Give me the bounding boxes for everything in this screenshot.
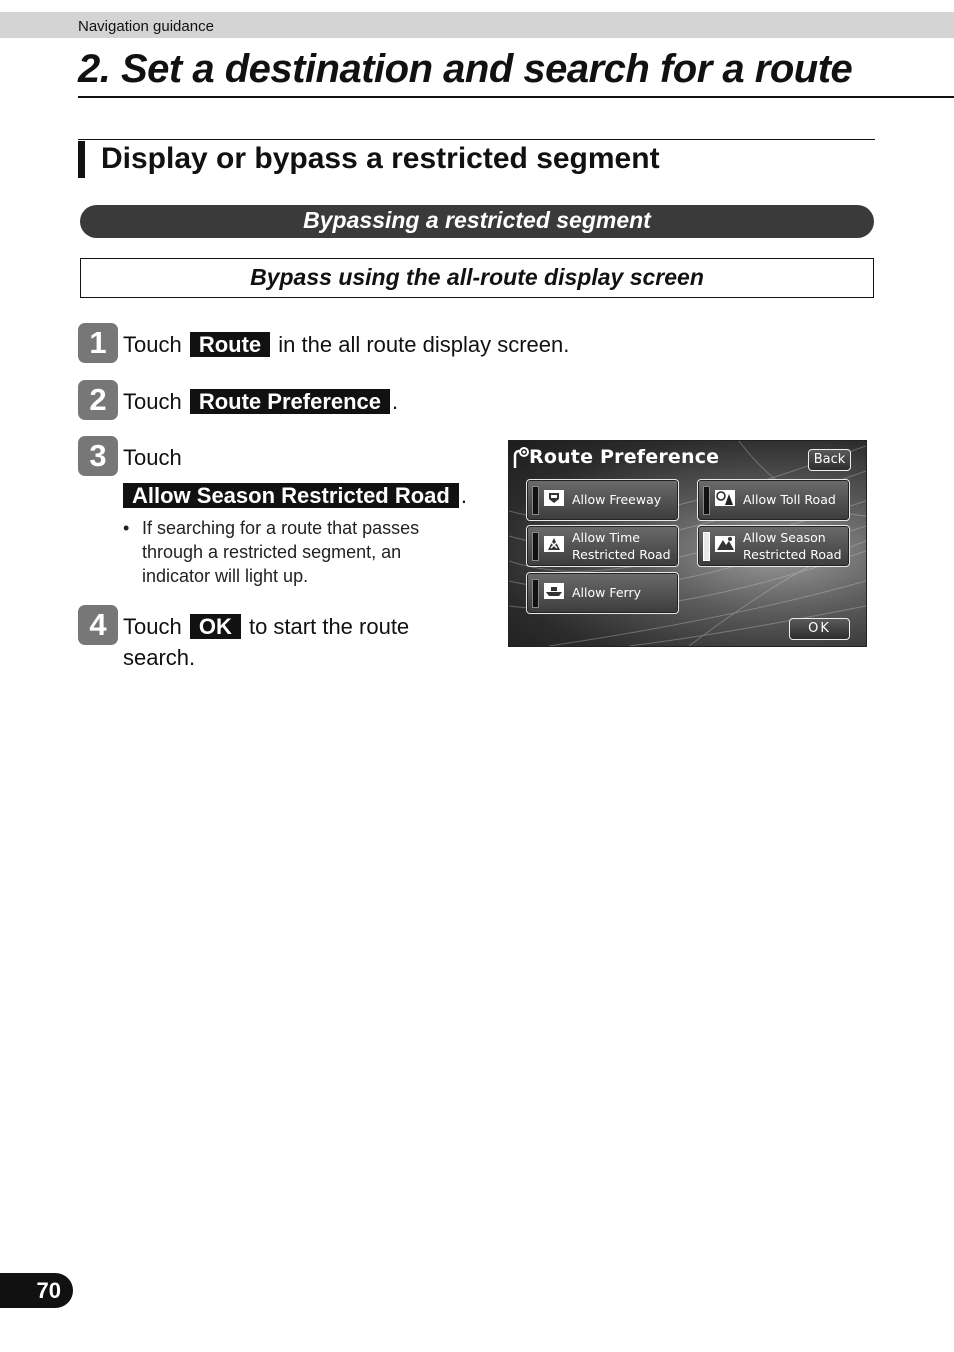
- allow-toll-road-label: Allow Toll Road: [743, 492, 836, 507]
- step-2-pre: Touch: [123, 389, 182, 414]
- route-preference-screenshot: [508, 440, 867, 647]
- freeway-icon: [543, 489, 565, 507]
- ok-button[interactable]: OK: [789, 618, 850, 640]
- running-header: Navigation guidance: [78, 18, 214, 35]
- route-preference-key: Route Preference: [190, 389, 390, 414]
- indicator: [532, 486, 539, 515]
- indicator-lit: [703, 532, 710, 561]
- procedure-heading: Bypass using the all-route display screen: [80, 258, 874, 298]
- allow-ferry-button[interactable]: [526, 572, 679, 614]
- allow-season-label-line2: Restricted Road: [743, 547, 842, 562]
- step-2-badge: 2: [78, 380, 118, 420]
- time-restricted-icon: [543, 535, 565, 553]
- section-heading: [78, 139, 875, 178]
- allow-time-restricted-road-button[interactable]: [526, 525, 679, 567]
- step-2-post: .: [392, 389, 399, 414]
- step-1-text: [123, 329, 569, 360]
- step-3-note: [123, 516, 468, 588]
- step-4-badge: 4: [78, 605, 118, 645]
- step-1-post: in the all route display screen.: [278, 332, 570, 357]
- allow-freeway-label: Allow Freeway: [572, 492, 662, 507]
- step-4-pre: Touch: [123, 614, 182, 639]
- indicator: [532, 532, 539, 561]
- ferry-icon: [543, 582, 565, 600]
- allow-season-restricted-road-button[interactable]: [697, 525, 850, 567]
- step-1-badge: 1: [78, 323, 118, 363]
- header-band: [0, 12, 954, 38]
- back-button[interactable]: Back: [808, 449, 851, 471]
- allow-freeway-button[interactable]: [526, 479, 679, 521]
- indicator: [532, 579, 539, 608]
- page-number: 70: [0, 1273, 73, 1308]
- allow-season-label-line1: Allow Season: [743, 530, 826, 545]
- step-1-pre: Touch: [123, 332, 182, 357]
- step-3-key-line: [123, 480, 467, 511]
- allow-time-label-line1: Allow Time: [572, 530, 640, 545]
- step-2-text: [123, 386, 398, 417]
- allow-ferry-label: Allow Ferry: [572, 585, 641, 600]
- chapter-title: 2. Set a destination and search for a route: [78, 42, 954, 98]
- screen-title: Route Preference: [529, 446, 720, 468]
- allow-time-label-line2: Restricted Road: [572, 547, 671, 562]
- allow-toll-road-button[interactable]: [697, 479, 850, 521]
- indicator: [703, 486, 710, 515]
- route-pin-icon: [511, 446, 529, 468]
- step-4-post: to start the route: [248, 614, 410, 639]
- bullet-dot: •: [123, 518, 130, 538]
- step-3-badge: 3: [78, 436, 118, 476]
- step-3-pre: Touch: [123, 445, 182, 470]
- step-4-text: [123, 611, 409, 642]
- section-marker-bar: [78, 141, 85, 178]
- allow-season-restricted-road-key: Allow Season Restricted Road: [123, 483, 459, 508]
- step-3-note-text: If searching for a route that passes through a restricted segment, an indicator will light up.: [142, 518, 420, 586]
- ok-key: OK: [190, 614, 241, 639]
- subsection-heading: Bypassing a restricted segment: [80, 205, 874, 238]
- season-restricted-icon: [714, 535, 736, 553]
- route-key: Route: [190, 332, 270, 357]
- section-title: Display or bypass a restricted segment: [101, 142, 660, 175]
- step-3-post: .: [460, 483, 467, 508]
- toll-road-icon: [714, 489, 736, 507]
- step-4-post-line2: search.: [123, 645, 196, 670]
